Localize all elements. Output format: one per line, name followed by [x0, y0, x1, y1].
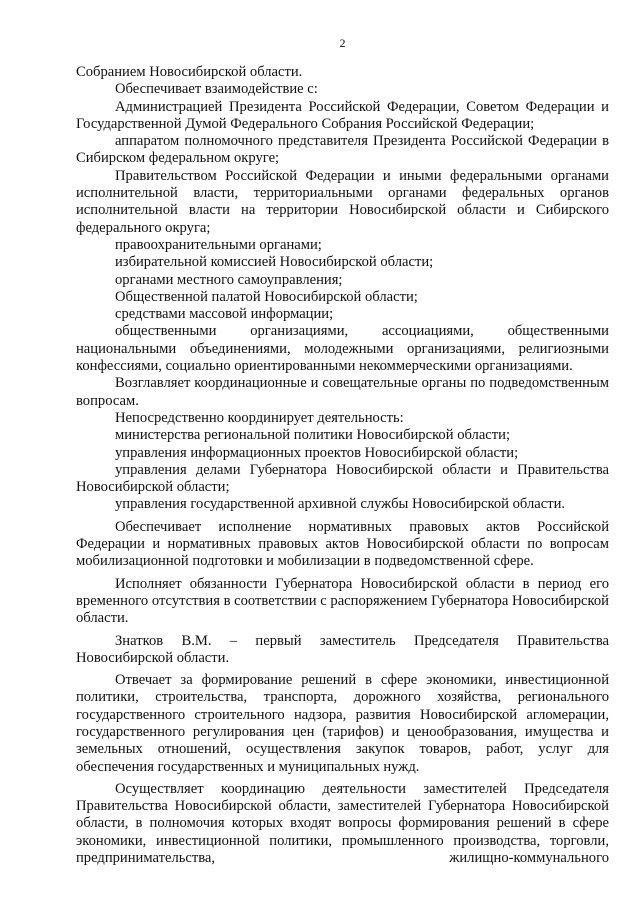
paragraph-first-deputy: Знатков В.М. – первый заместитель Председателя Правительства Новосибирской области. — [76, 632, 609, 666]
paragraph-federal-government: Правительством Российской Федерации и иными федеральными органами исполнительной власти, территориальными органами федеральных органов исполнительной власти на территории Новосибирской области и Сибирского федерального округа; — [76, 167, 609, 236]
paragraph-heads-bodies: Возглавляет координационные и совещательные органы по подведомственным вопросам. — [76, 375, 609, 409]
paragraph-local-government: органами местного самоуправления; — [115, 271, 343, 288]
paragraph-election-commission: избирательной комиссией Новосибирской области; — [115, 254, 434, 271]
paragraph-ministry-regional-policy: министерства региональной политики Новосибирской области; — [115, 427, 511, 444]
paragraph-coordination-deputies: Осуществляет координацию деятельности заместителей Председателя Правительства Новосибирской области, заместителей Губернатора Новосибирской области, в полномочия которых входят вопросы формирования решений в сфере экономики, инвестиционной политики, промышленного производства, торговли, предпринимательства, жилищно-коммунального — [76, 780, 609, 867]
paragraph-law-enforcement: правоохранительными органами; — [115, 236, 322, 253]
paragraph-archive-service: управления государственной архивной службы Новосибирской области. — [115, 496, 566, 513]
page-number: 2 — [339, 36, 346, 50]
paragraph-plenipotentiary-apparatus: аппаратом полномочного представителя Президента Российской Федерации в Сибирском федеральном округе; — [76, 133, 609, 167]
paragraph-continuation: Собранием Новосибирской области. — [76, 64, 303, 80]
document-page — [76, 36, 609, 867]
paragraph-affairs-management: управления делами Губернатора Новосибирской области и Правительства Новосибирской области; — [76, 461, 609, 496]
paragraph-responsibilities: Отвечает за формирование решений в сфере экономики, инвестиционной политики, строительства, транспорта, дорожного хозяйства, регионального государственного строительного надзора, развития Новосибирской агломерации, государственного регулирования цен (тарифов) и ценообразования, имущества и земельных отношений, осуществления закупок товаров, работ, услуг для обеспечения государственных и муниципальных нужд. — [76, 672, 609, 775]
paragraph-public-chamber: Общественной палатой Новосибирской области; — [115, 288, 418, 305]
paragraph-mass-media: средствами массовой информации; — [115, 306, 334, 323]
paragraph-public-organizations: общественными организациями, ассоциациями, общественными национальными объединениями, молодежными организациями, религиозными конфессиями, социально ориентированными некоммерческими организациями. — [76, 323, 609, 375]
paragraph-acting-governor: Исполняет обязанности Губернатора Новосибирской области в период его временного отсутствия в соответствии с распоряжением Губернатора Новосибирской области. — [76, 575, 609, 627]
paragraph-mobilization: Обеспечивает исполнение нормативных правовых актов Российской Федерации и нормативных правовых актов Новосибирской области по вопросам мобилизационной подготовки и мобилизации в подведомственной сфере. — [76, 518, 609, 570]
paragraph-information-projects: управления информационных проектов Новосибирской области; — [115, 444, 519, 461]
paragraph-presidential-administration: Администрацией Президента Российской Федерации, Советом Федерации и Государственной Думой Федерального Собрания Российской Федерации; — [76, 98, 609, 132]
paragraph-coordinates-heading: Непосредственно координирует деятельность: — [115, 409, 404, 426]
paragraph-interaction-heading: Обеспечивает взаимодействие с: — [115, 81, 318, 98]
